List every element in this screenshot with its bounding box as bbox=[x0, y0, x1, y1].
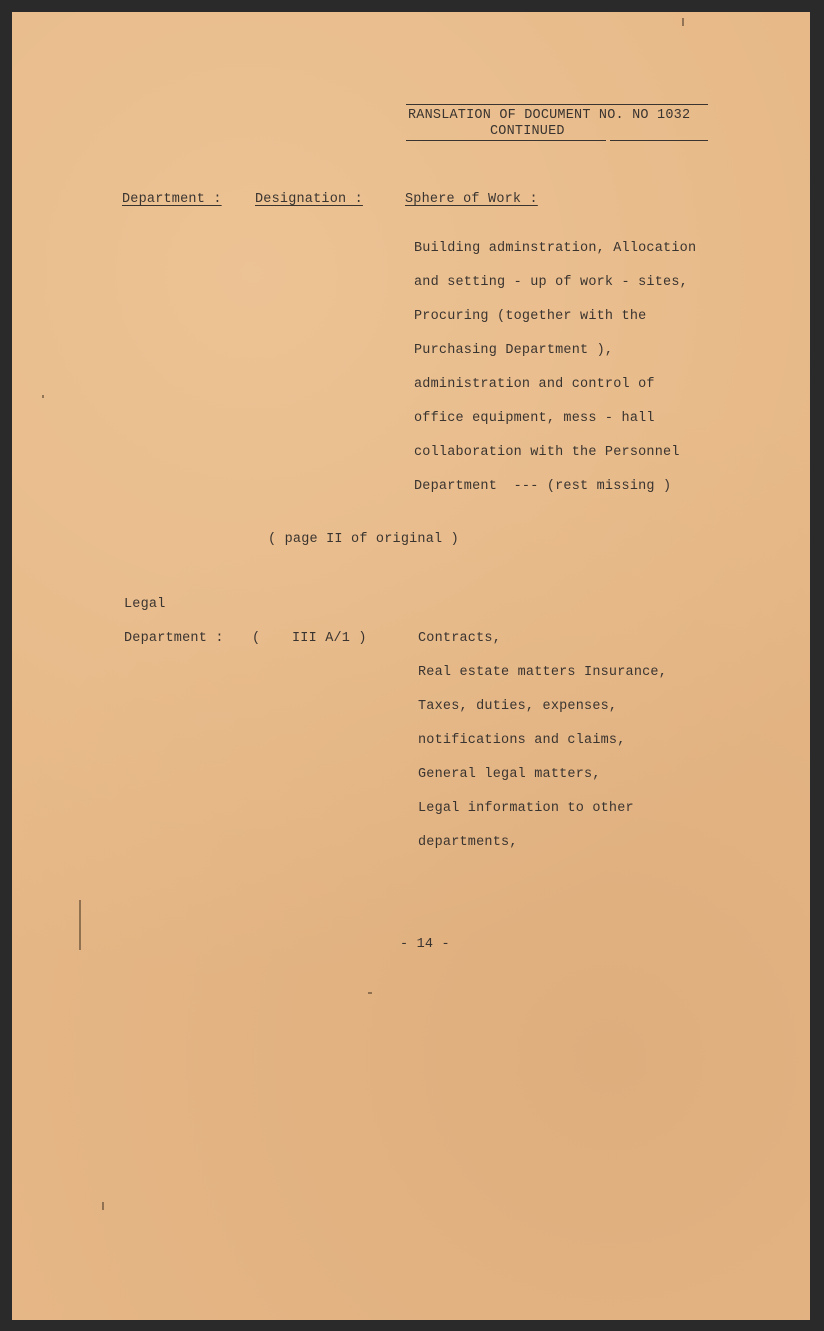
section1-line: Procuring (together with the bbox=[414, 309, 647, 324]
column-heading-designation: Designation : bbox=[255, 192, 363, 207]
section2-line: Taxes, duties, expenses, bbox=[418, 699, 618, 714]
section1-line: collaboration with the Personnel bbox=[414, 445, 680, 460]
section2-line: Contracts, bbox=[418, 631, 502, 646]
document-title: RANSLATION OF DOCUMENT NO. NO 1032 bbox=[408, 108, 691, 123]
paper-speck bbox=[102, 1202, 104, 1210]
header-rule-top bbox=[406, 104, 708, 105]
paper-speck bbox=[368, 992, 372, 994]
section2-designation-open: ( bbox=[252, 631, 261, 646]
section2-department-line2: Department : bbox=[124, 631, 224, 646]
section2-department-line1: Legal bbox=[124, 597, 166, 612]
column-heading-department: Department : bbox=[122, 192, 222, 207]
document-page bbox=[12, 12, 810, 1320]
section2-designation-code: III A/1 ) bbox=[292, 631, 367, 646]
header-rule-bottom-left bbox=[406, 140, 606, 141]
section2-line: notifications and claims, bbox=[418, 733, 626, 748]
section1-line: administration and control of bbox=[414, 377, 655, 392]
section1-line: Department --- (rest missing ) bbox=[414, 479, 672, 494]
section1-line: and setting - up of work - sites, bbox=[414, 275, 688, 290]
column-heading-sphere-of-work: Sphere of Work : bbox=[405, 192, 538, 207]
paper-speck bbox=[682, 18, 684, 26]
paper-speck bbox=[42, 395, 44, 398]
section2-line: departments, bbox=[418, 835, 518, 850]
section2-line: General legal matters, bbox=[418, 767, 601, 782]
section2-line: Real estate matters Insurance, bbox=[418, 665, 668, 680]
page-number: - 14 - bbox=[400, 937, 450, 952]
paper-mark bbox=[79, 900, 81, 950]
section1-line: Building adminstration, Allocation bbox=[414, 241, 697, 256]
section1-line: office equipment, mess - hall bbox=[414, 411, 655, 426]
header-rule-bottom-right bbox=[610, 140, 708, 141]
section1-line: Purchasing Department ), bbox=[414, 343, 614, 358]
document-title-continued: CONTINUED bbox=[490, 124, 565, 139]
page-original-note: ( page II of original ) bbox=[268, 532, 459, 547]
section2-line: Legal information to other bbox=[418, 801, 634, 816]
